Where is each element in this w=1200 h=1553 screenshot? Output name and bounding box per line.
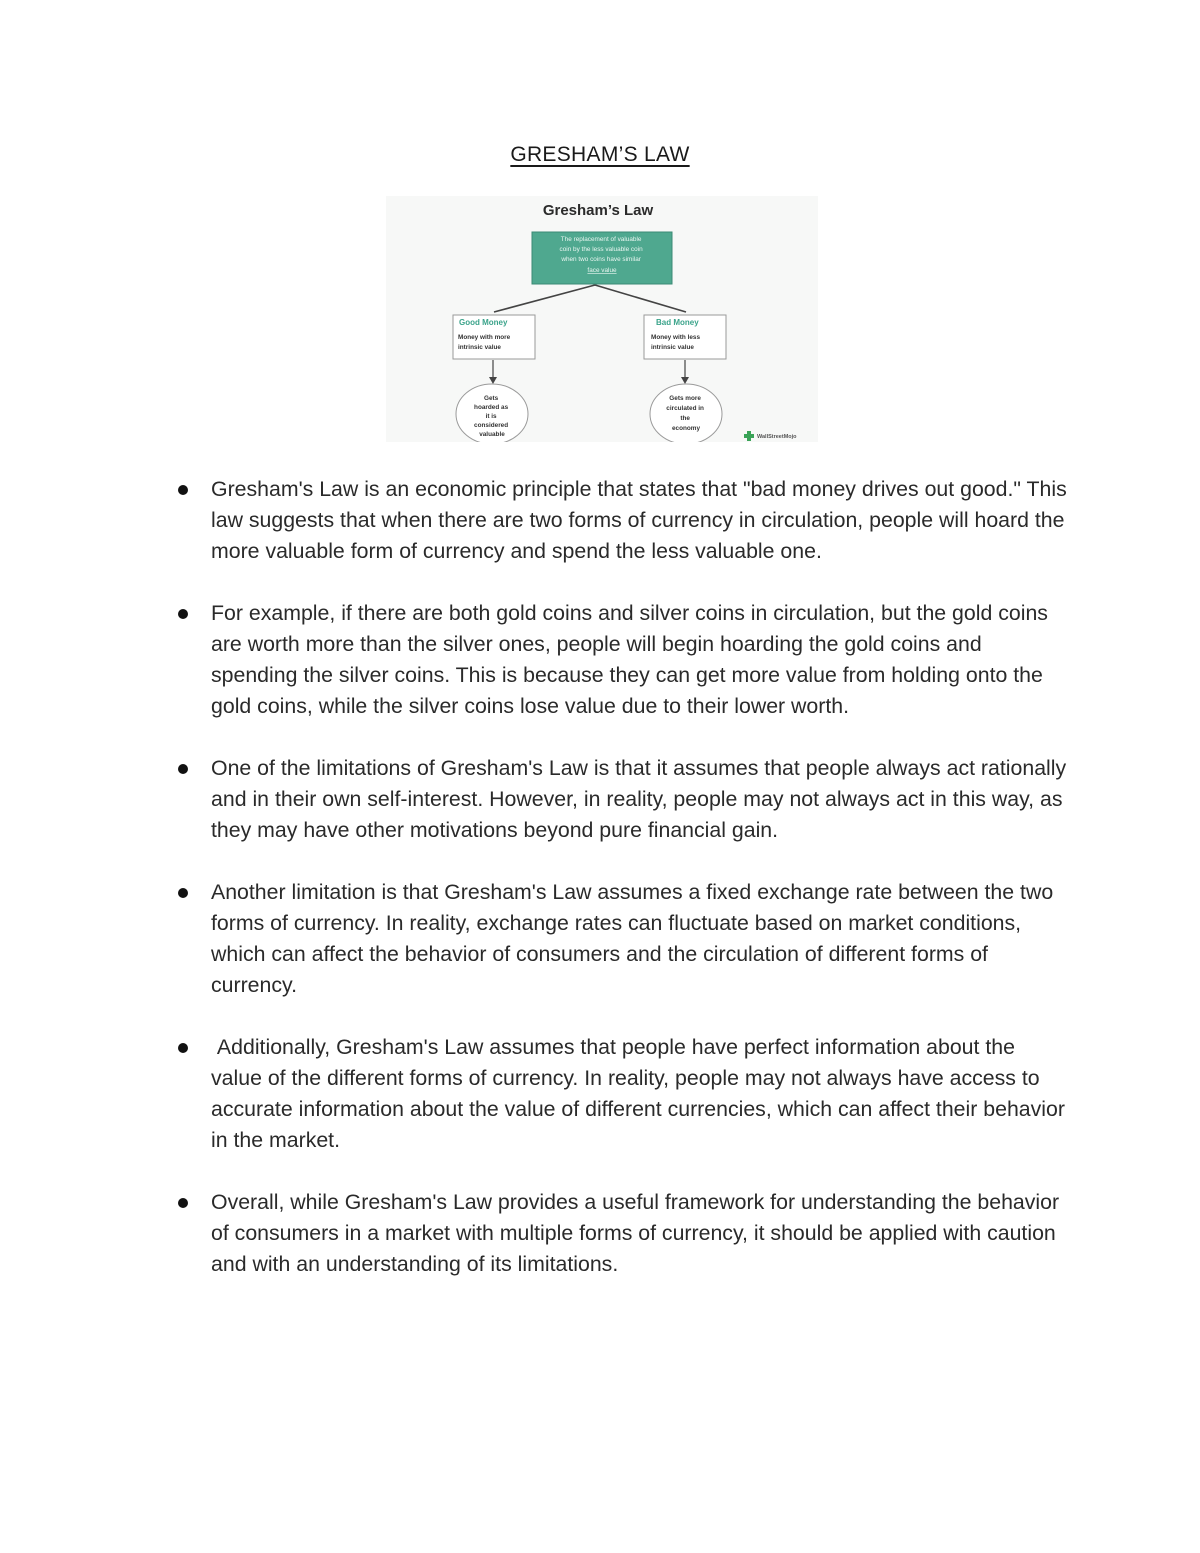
circulated-text: circulated in <box>666 405 704 412</box>
root-text-line: face value <box>587 267 617 274</box>
bullet-icon <box>178 485 188 495</box>
bad-money-desc: Money with less <box>651 334 701 341</box>
bullet-icon <box>178 609 188 619</box>
good-money-desc: intrinsic value <box>458 344 501 351</box>
hoarded-text: hoarded as <box>474 404 509 411</box>
hoarded-text: it is <box>485 413 497 420</box>
good-money-desc: Money with more <box>458 334 511 341</box>
bullet-list <box>0 474 1200 1311</box>
bullet-text: Additionally, Gresham's Law assumes that people have perfect information about the value of the different forms of currency. In reality, people may not always have access to accurate information about the value of different currencies, which can affect their behavior in the market. <box>211 1035 1071 1152</box>
bullet-text: One of the limitations of Gresham's Law is that it assumes that people always act rationally and in their own self-interest. However, in reality, people may not always act in this way, as they may have other motivations beyond pure financial gain. <box>211 756 1073 842</box>
watermark-text: WallStreetMojo <box>757 434 797 440</box>
root-text-line: coin by the less valuable coin <box>559 246 643 253</box>
bad-money-heading: Bad Money <box>656 318 699 327</box>
bullet-icon <box>178 764 188 774</box>
connector-right <box>595 285 686 312</box>
bad-money-desc: intrinsic value <box>651 344 694 351</box>
bullet-text: Overall, while Gresham's Law provides a useful framework for understanding the behavior of consumers in a market with multiple forms of currency, it should be applied with caution and with an understanding of its limitations. <box>211 1190 1065 1276</box>
bullet-text: Gresham's Law is an economic principle that states that "bad money drives out good." This law suggests that when there are two forms of currency in circulation, people will hoard the more valuable form of currency and spend the less valuable one. <box>211 477 1073 563</box>
root-text-line: The replacement of valuable <box>560 236 642 243</box>
hoarded-text: Gets <box>484 395 499 402</box>
page-title: GRESHAM’S LAW <box>510 143 690 166</box>
root-text-line: when two coins have similar <box>561 256 641 263</box>
hoarded-text: considered <box>474 422 509 429</box>
circulated-ellipse <box>650 384 722 442</box>
circulated-text: the <box>680 415 690 422</box>
diagram-title: Gresham’s Law <box>542 202 654 219</box>
good-money-heading: Good Money <box>459 318 508 327</box>
bullet-icon <box>178 888 188 898</box>
list-item <box>0 1032 1200 1156</box>
bullet-icon <box>178 1043 188 1053</box>
circulated-text: Gets more <box>669 395 701 402</box>
arrow-left-head <box>489 377 497 384</box>
list-item <box>0 1187 1200 1280</box>
list-item <box>0 753 1200 846</box>
bullet-icon <box>178 1198 188 1208</box>
greshams-law-diagram <box>386 196 818 442</box>
circulated-text: economy <box>671 425 701 432</box>
hoarded-text: valuable <box>479 431 505 438</box>
list-item <box>0 598 1200 722</box>
wallstreetmojo-logo-icon <box>744 431 754 441</box>
bullet-text: For example, if there are both gold coins and silver coins in circulation, but the gold coins are worth more than the silver ones, people will begin hoarding the gold coins and spending the silver coins. This is because they can get more value from holding onto the gold coins, while the silver coins lose value due to their lower worth. <box>211 601 1054 718</box>
arrow-right-head <box>681 377 689 384</box>
list-item <box>0 877 1200 1001</box>
list-item <box>0 474 1200 567</box>
connector-left <box>494 285 595 312</box>
bullet-text: Another limitation is that Gresham's Law assumes a fixed exchange rate between the two forms of currency. In reality, exchange rates can fluctuate based on market conditions, which can affect the behavior of consumers and the circulation of different forms of currency. <box>211 880 1060 997</box>
